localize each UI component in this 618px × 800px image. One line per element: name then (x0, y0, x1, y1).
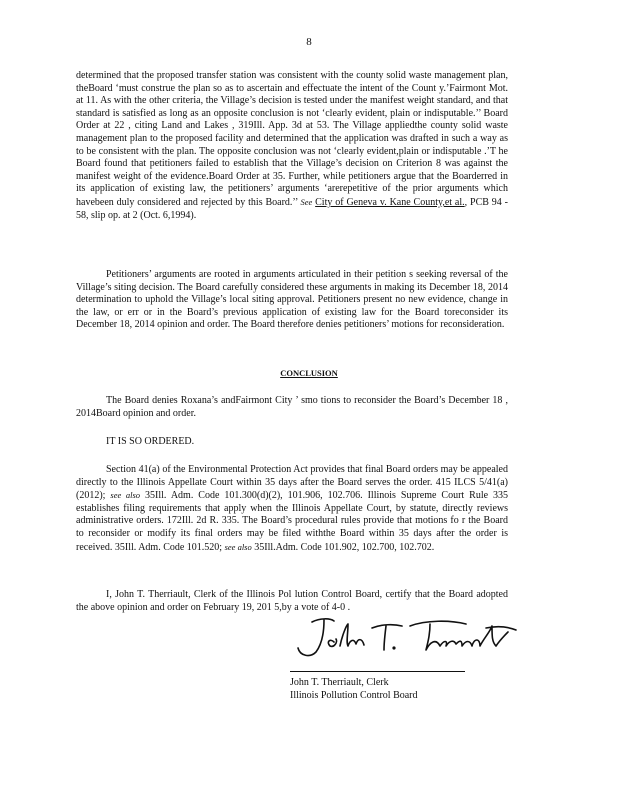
signature-line (290, 671, 465, 672)
citation-tail: , PCB 94 - 58, slip op. at 2 (Oct. 6,1994). (76, 196, 509, 221)
clerk-name: John T. Therriault, Clerk (290, 677, 389, 688)
handwritten-signature (290, 612, 530, 664)
paragraph-petitioners-arguments: Petitioners’ arguments are rooted in arguments articulated in their petition s seeking reversal of the Village’s siting decision. The Board carefully considered these arguments in making its December 18, 2014 determination to uphold the Village’s local siting approval. Petitioners present no new evidence, change in the law, or err or in the Board’s previous application of existing law for the Board toreconsider its December 18, 2014 opinion and order. The Board therefore denies petitioners’ motions for reconsideration. (76, 269, 508, 331)
clerk-organization: Illinois Pollution Control Board (290, 690, 418, 701)
paragraph-certification: I, John T. Therriault, Clerk of the Illinois Pol lution Control Board, certify that the Board adopted the above opinion and order on February 19, 201 5,by a vote of 4-0 . (76, 589, 508, 613)
paragraph-appeal-rights: Section 41(a) of the Environmental Protection Act provides that final Board orders may be appealed directly to the Illinois Appellate Court within 35 days after the Board serves the order. 415 ILCS 5/41(a) (2012); see also 35Ill. Adm. Code 101.300(d)(2), 101.906, 102.706. Illinois Supreme Court Rule 335 establishes filing requirements that apply when the Illinois Appellate Court, by statute, directly reviews administrative orders. 172Ill. 2d R. 335. The Board’s procedural rules provide that motions fo r the Board to reconsider or modify its final orders may be filed withthe Board within 35 days after the order is received. 35Ill. Adm. Code 101.520; see also 35Ill.Adm. Code 101.902, 102.700, 102.702. (76, 464, 509, 553)
see-signal: See (300, 196, 313, 207)
paragraph-criterion-8 (76, 70, 508, 222)
paragraph-denial: The Board denies Roxana’s andFairmont City ’ smo tions to reconsider the Board’s December 18 , 2014Board opinion and order. (76, 395, 508, 419)
case-citation: City of Geneva v. Kane County,et al. (315, 196, 465, 208)
paragraph-text: determined that the proposed transfer station was consistent with the county solid waste management plan, theBoard ‘must construe the plan so as to ascertain and effectuate the intent of the Count y.’Fairmont Mot. at 11. As with the other criteria, the Village’s decision is tested under the manifest weight standard, and that standard is satisfied as long as an opposite conclusion is not ‘clearly evident, plain or indisputable.’’ Board Order at 22 , citing Land and Lakes , 319Ill. App. 3d at 53. The Village appliedthe county solid waste management plan to the proposed facility and determined that the application was drafted in such a way as to be consistent with the plan. The opposite conclusion was not ‘clearly evident,plain or indisputable .’T he Board found that petitioners failed to establish that the Village’s decision on Criterion 8 was against the manifest weight of the evidence.Board Order at 35. Further, while petitioners argue that the Boarderred in its application of existing law, the petitioners’ arguments ‘arerepetitive of the prior arguments which havebeen duly considered and rejected by this Board.’’ (76, 70, 508, 208)
conclusion-heading: CONCLUSION (280, 368, 338, 378)
paragraph-so-ordered: IT IS SO ORDERED. (106, 436, 195, 447)
page-number: 8 (306, 36, 312, 48)
see-also-signal: see also (110, 490, 141, 501)
see-also-signal: see also (224, 541, 252, 552)
